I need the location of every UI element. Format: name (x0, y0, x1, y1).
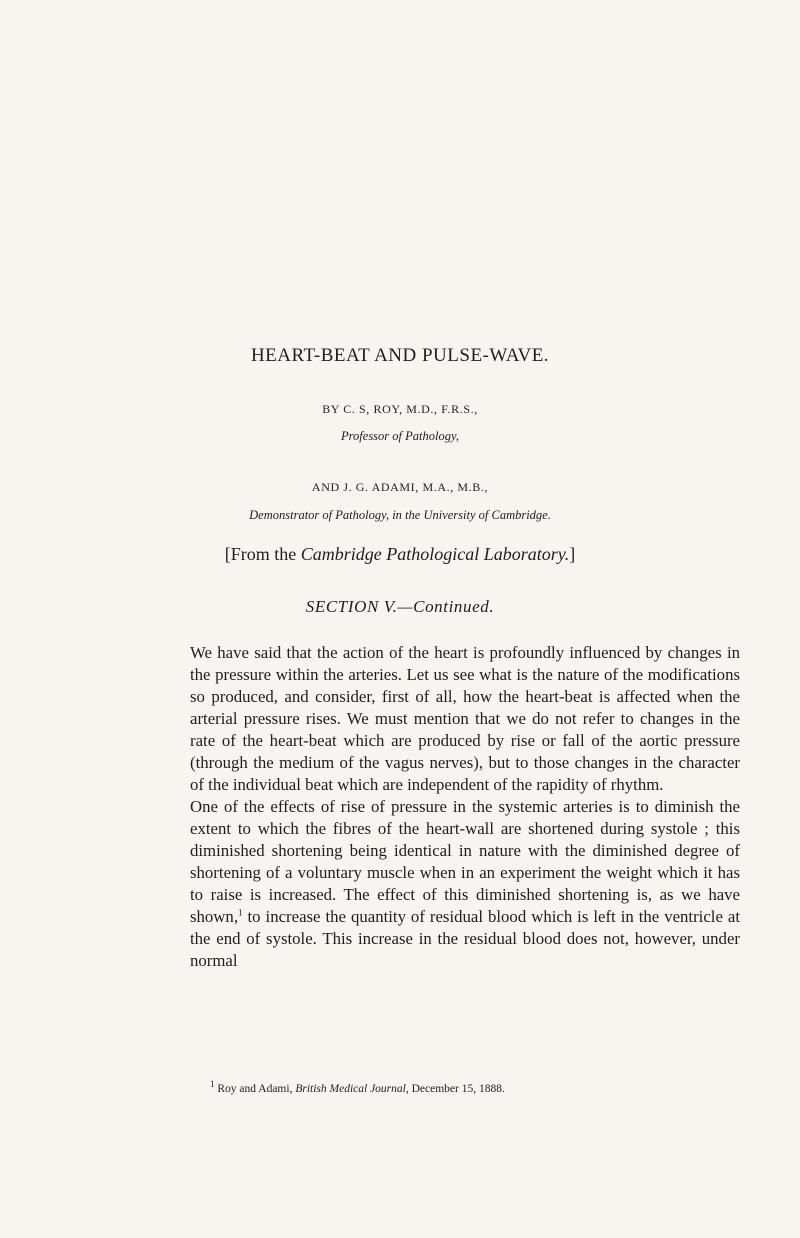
paragraph-2 (190, 796, 740, 972)
paragraph-2-text-start: One of the effects of rise of pressure in the systemic arteries is to diminish the extent to which the fibres of the heart-wall are shortened during systole ; this diminished shortening being identical in nature with the diminished degree of shortening of a voluntary muscle when in an experiment the weight which it has to raise is increased. The effect of this diminished shortening is, as we have shown, (190, 797, 740, 926)
section-heading: SECTION V.—Continued. (305, 597, 495, 616)
footnote-text-end: December 15, 1888. (408, 1083, 505, 1095)
footnote-reference: 1 (238, 907, 243, 918)
footnote-marker: 1 (210, 1079, 215, 1090)
source-line (0, 544, 800, 565)
author-adami-byline: AND J. G. ADAMI, M.A., M.B., (311, 480, 489, 494)
paragraph-1: We have said that the action of the heart is profoundly influenced by changes in the pressure within the arteries. Let us see what is the nature of the modifications so produced, and consider, first of all, how the heart-beat is affected when the arterial pressure rises. We must mention that we do not refer to changes in the rate of the heart-beat which are produced by rise or fall of the aortic pressure (through the medium of the vagus nerves), but to those changes in the character of the individual beat which are independent of the rapidity of rhythm. (190, 643, 740, 794)
author-adami-position: Demonstrator of Pathology, in the University of Cambridge. (249, 508, 551, 522)
source-laboratory: Cambridge Pathological Laboratory. (300, 544, 570, 564)
author-roy-byline: BY C. S, ROY, M.D., F.R.S., (322, 402, 478, 416)
source-suffix: ] (569, 544, 576, 564)
body-text (190, 642, 740, 972)
footnote (210, 1079, 750, 1095)
source-prefix: [From the (224, 544, 301, 564)
article-title: HEART-BEAT AND PULSE-WAVE. (250, 345, 550, 366)
footnote-text-start: Roy and Adami, (214, 1083, 296, 1095)
author-roy-position: Professor of Pathology, (341, 429, 459, 443)
paragraph-2-text-end: to increase the quantity of residual blood which is left in the ventricle at the end of systole. This increase in the residual blood does not, however, under normal (190, 907, 740, 970)
footnote-journal: British Medical Journal, (295, 1083, 409, 1095)
